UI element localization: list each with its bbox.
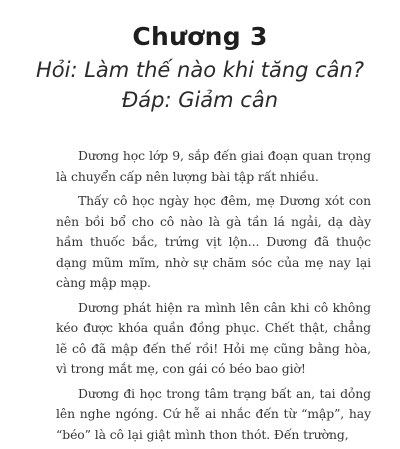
paragraph-3: Dương phát hiện ra mình lên cân khi cô không kéo được khóa quần đồng phục. Chết thật, chẳng lẽ cô đã mập đến thế rồi! Hỏi mẹ cũng bằng hòa, vì trong mắt mẹ, con gái có béo bao giờ! [56,299,371,376]
chapter-question: Hỏi: Làm thế nào khi tăng cân? [35,58,365,82]
chapter-title: Chương 3 [132,22,268,51]
paragraph-4: Dương đi học trong tâm trạng bất an, tai dỏng lên nghe ngóng. Cứ hễ ai nhắc đến từ “mập”, hay “béo” là cô lại giật mình thon thót. Đến trường, [56,385,371,442]
chapter-body [56,146,371,449]
chapter-answer: Đáp: Giảm cân [121,88,279,112]
paragraph-1: Dương học lớp 9, sắp đến giai đoạn quan trọng là chuyển cấp nên lượng bài tập rất nhiều. [56,148,371,184]
paragraph-2: Thấy cô học ngày học đêm, mẹ Dương xót con nên bồi bổ cho cô nào là gà tần lá ngải, dạ dày hầm thuốc bắc, trứng vịt lộn... Dương đã thuộc dạng mũm mĩm, nhờ sự chăm sóc của mẹ nay lại càng mập mạp. [56,193,371,290]
